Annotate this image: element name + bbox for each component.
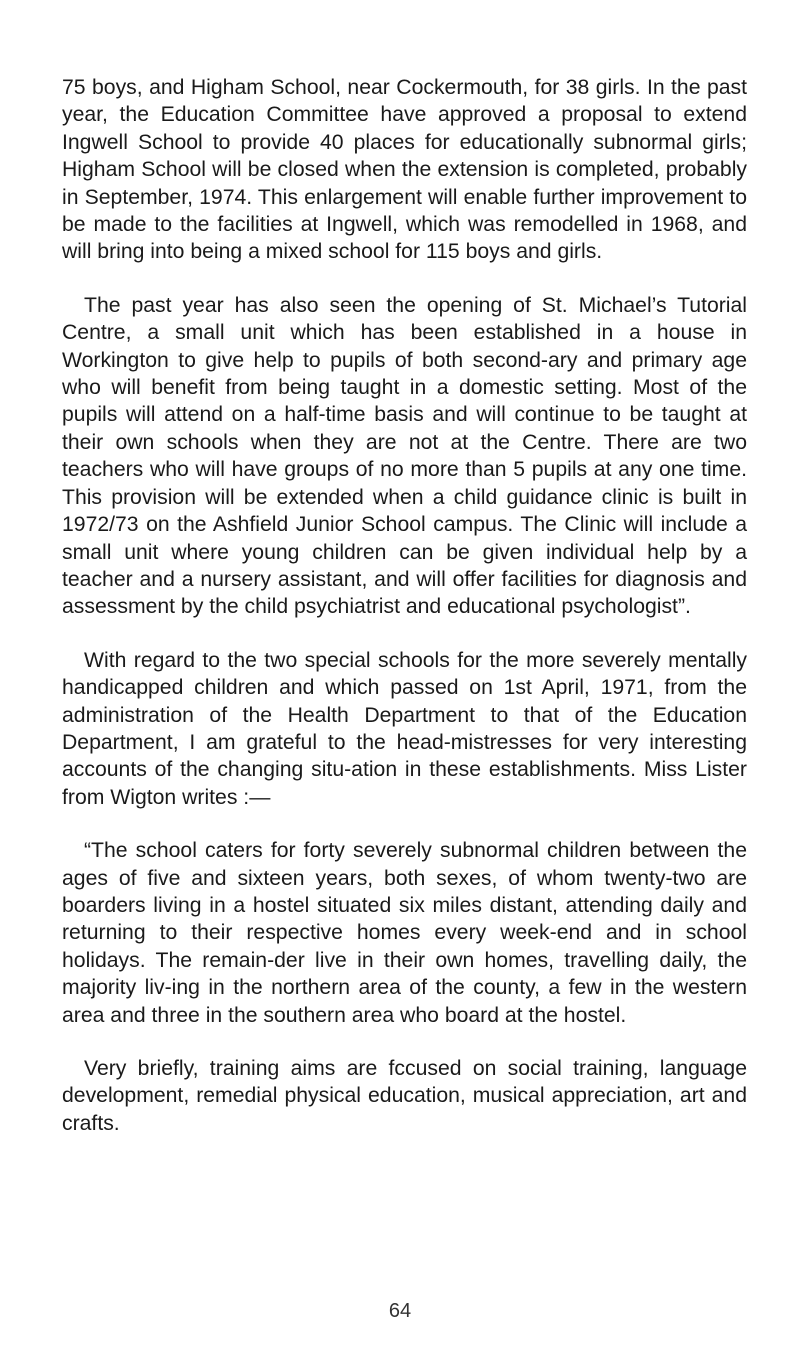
paragraph-special-schools: With regard to the two special schools for the more severely mentally handicapped children and which passed on 1st April, 1971, from the administration of the Health Department to that of the Education Department, I am grateful to the head-mistresses for very interesting accounts of the changing situ-ation in these establishments. Miss Lister from Wigton writes :— xyxy=(62,648,747,809)
document-page xyxy=(62,74,747,1163)
paragraph-ingwell-higham: 75 boys, and Higham School, near Cockermouth, for 38 girls. In the past year, the Education Committee have approved a proposal to extend Ingwell School to provide 40 places for educationally subnormal girls; Higham School will be closed when the extension is completed, probably in September, 1974. This enlargement will enable further improvement to be made to the facilities at Ingwell, which was remodelled in 1968, and will bring into being a mixed school for 115 boys and girls. xyxy=(62,76,747,264)
page-number: 64 xyxy=(388,1300,412,1322)
paragraph-wigton-quote: “The school caters for forty severely subnormal children between the ages of five and sixteen years, both sexes, of whom twenty-two are boarders living in a hostel situated six miles distant, attending daily and returning to their respective homes every week-end and in school holidays. The remain-der live in their own homes, travelling daily, the majority liv-ing in the northern area of the county, a few in the western area and three in the southern area who board at the hostel. xyxy=(62,839,747,1027)
paragraph-training-aims: Very briefly, training aims are fccused on social training, language development, remedial physical education, musical appreciation, art and crafts. xyxy=(62,1057,747,1135)
paragraph-tutorial-centre: The past year has also seen the opening of St. Michael’s Tutorial Centre, a small unit which has been established in a house in Workington to give help to pupils of both second-ary and primary age who will benefit from being taught in a domestic setting. Most of the pupils will attend on a half-time basis and will continue to be taught at their own schools when they are not at the Centre. There are two teachers who will have groups of no more than 5 pupils at any one time. This provision will be extended when a child guidance clinic is built in 1972/73 on the Ashfield Junior School campus. The Clinic will include a small unit where young children can be given individual help by a teacher and a nursery assistant, and will offer facilities for diagnosis and assessment by the child psychiatrist and educational psychologist”. xyxy=(62,293,747,619)
